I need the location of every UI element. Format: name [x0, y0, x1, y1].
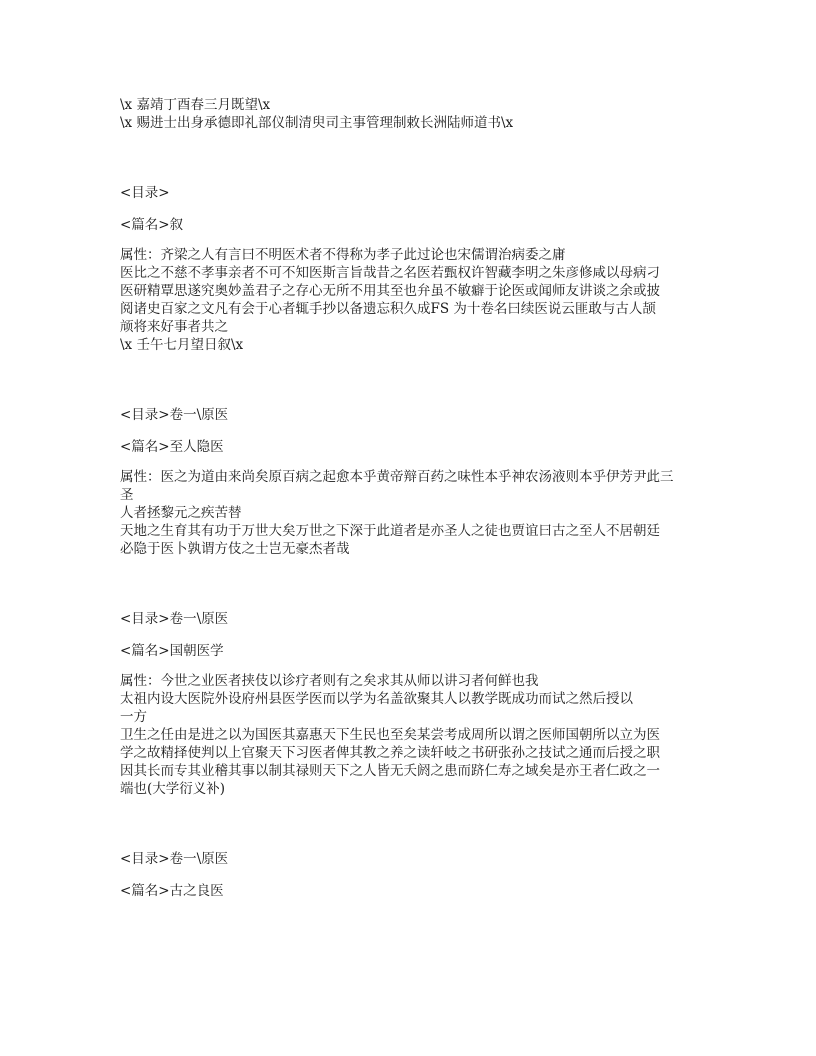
text-line: 属性：医之为道由来尚矣原百病之起愈本乎黄帝辩百药之味性本乎神农汤液则本乎伊芳尹此三 — [120, 469, 674, 485]
chapter-title: <篇名>国朝医学 — [120, 643, 224, 659]
text-line: 天地之生育其有功于万世大矣万世之下深于此道者是亦圣人之徒也贾谊曰古之至人不居朝廷 — [120, 523, 660, 539]
section-zhiren-yinyi — [120, 406, 710, 558]
text-line: \x 壬午七月望日叙\x — [120, 337, 244, 353]
chapter-title: <篇名>至人隐医 — [120, 439, 224, 455]
preface-date-line: \x 嘉靖丁酉春三月既望\x — [120, 97, 271, 113]
text-line: 一方 — [120, 709, 147, 725]
text-line: 端也(大学衍义补) — [120, 781, 226, 797]
text-line: 学之故精择使判以上官聚天下习医者俾其教之养之读轩岐之书研张孙之技试之通而后授之职 — [120, 745, 660, 761]
catalog-heading: <目录> — [120, 185, 170, 201]
section-guzhi-liangyi — [120, 850, 710, 900]
chapter-title: <篇名>古之良医 — [120, 883, 224, 899]
preface-block — [120, 96, 710, 132]
text-line: 属性：齐梁之人有言曰不明医术者不得称为孝子此过论也宋儒谓治病委之庸 — [120, 247, 566, 263]
text-line: 太祖内设大医院外设府州县医学医而以学为名盖欲聚其人以教学既成功而试之然后授以 — [120, 691, 633, 707]
preface-author-line: \x 赐进士出身承德即礼部仪制清臾司主事管理制敕长洲陆师道书\x — [120, 115, 514, 131]
text-line: 卫生之任由是进之以为国医其嘉惠天下生民也至矣某尝考成周所以谓之医师国朝所以立为医 — [120, 727, 660, 743]
document-page — [120, 96, 710, 900]
text-line: 必隐于医卜孰谓方伎之士岂无豪杰者哉 — [120, 541, 350, 557]
text-line: 因其长而专其业稽其事以制其禄则天下之人皆无夭阏之患而跻仁寿之域矣是亦王者仁政之一 — [120, 763, 660, 779]
section-guochao-yixue — [120, 610, 710, 798]
text-line: 人者拯黎元之疾苦替 — [120, 505, 242, 521]
text-line: 阅诸史百家之文凡有会于心者辄手抄以备遗忘积久成FS 为十卷名曰续医说云匪敢与古人颉 — [120, 301, 656, 317]
section-preface — [120, 184, 710, 354]
text-line: 颃将来好事者共之 — [120, 319, 228, 335]
catalog-heading: <目录>卷一\原医 — [120, 851, 229, 867]
text-line: 医研精覃思遂究奥妙盖君子之存心无所不用其至也弁虽不敏癖于论医或闻师友讲谈之余或披 — [120, 283, 660, 299]
catalog-heading: <目录>卷一\原医 — [120, 407, 229, 423]
text-line: 圣 — [120, 487, 134, 503]
catalog-heading: <目录>卷一\原医 — [120, 611, 229, 627]
text-line: 医比之不慈不孝事亲者不可不知医斯言旨哉昔之名医若甄权许智藏李明之朱彦修咸以母病刁 — [120, 265, 660, 281]
text-line: 属性：今世之业医者挟伎以诊疗者则有之矣求其从师以讲习者何鲜也我 — [120, 673, 539, 689]
chapter-title: <篇名>叙 — [120, 217, 184, 233]
